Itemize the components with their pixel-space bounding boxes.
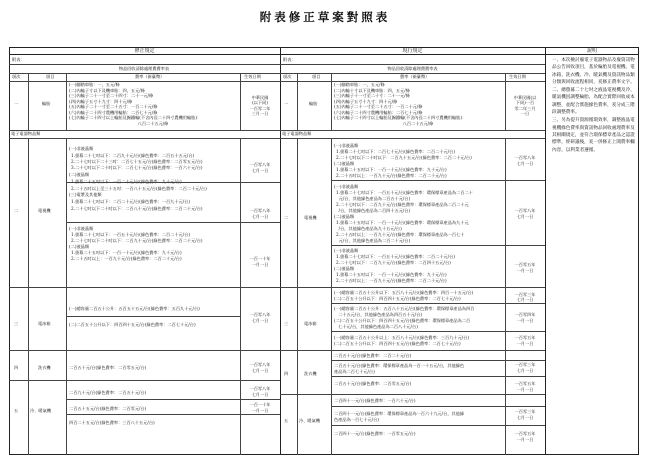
- row-item: 冷、暖氣機: [30, 408, 51, 413]
- annex-label-right: 附表：: [283, 57, 296, 62]
- effective-date: 中華民國(以: [513, 95, 537, 100]
- rate-line: (二)液晶類: [334, 161, 355, 166]
- effective-date: 中華民國: [251, 95, 269, 100]
- row-no: 二: [14, 208, 19, 213]
- rate-line: (一)總容量二百五十公升以上：五百八十元/台(綠色費率：三百九十元/台): [334, 335, 469, 340]
- row-item: 電冰箱: [304, 321, 317, 326]
- rate-line: 二百五十元/台(綠色費率：二百二十元/台): [334, 353, 412, 358]
- section-heading: 電子電器物品類: [11, 131, 41, 136]
- rate-line: (一)非液晶類: [334, 248, 359, 253]
- rate-line: (二)內輪子寸以下及機車胎：四，五元/條: [69, 88, 145, 93]
- effective-date: 三月一日: [251, 111, 269, 116]
- table-title-left: 物品回收清除處理費費率表: [118, 66, 170, 71]
- effective-date: 一月一日: [516, 437, 534, 442]
- row-item: 洗衣機: [304, 371, 317, 376]
- col-header-revised: 修正規定: [9, 47, 280, 55]
- row-no: 三: [284, 321, 289, 326]
- row-no: 四: [284, 371, 289, 376]
- explanation-notes: [552, 57, 636, 155]
- effective-date: 零二年三月: [514, 106, 536, 111]
- rate-line: (一)非液晶類: [334, 143, 359, 148]
- rate-line: 二十五元/台，其他綠色產品為四百五十元/台): [334, 312, 423, 317]
- header-rate-right: 費率（新臺幣）: [400, 74, 430, 79]
- effective-date: 一百零八年: [249, 162, 271, 167]
- rate-line: 2.二十五吋以上：一百九十元/台(綠色費率：二百二十元/台): [336, 173, 447, 178]
- rate-line: 2.二十五吋以上：一百九十元/台(綠色費率：二百二十元/台): [336, 278, 447, 283]
- effective-date: 一日: [520, 111, 530, 116]
- section-heading: 電子電器物品類: [282, 131, 312, 136]
- rate-line: 二百五十元/台(綠色費率：二百零五元/台): [334, 381, 412, 386]
- rate-line: (一)非液晶類: [334, 184, 359, 189]
- row-no: 一: [284, 101, 289, 106]
- effective-date: 一百零八年: [249, 208, 271, 213]
- effective-date: 一百零八年: [249, 312, 271, 317]
- row-no: 五: [284, 418, 289, 423]
- rate-line: 1.螢幕二十七吋以下：二百二十元/台(綠色費率：一百九十元/台): [71, 199, 190, 204]
- rate-line: (二)二百五十公升以下：四百四十五元/台(綠色費率：二百七十元/台): [69, 322, 196, 327]
- row-item: 電視機: [304, 215, 317, 220]
- effective-date: (以下同): [252, 100, 268, 105]
- effective-date: 一月一日: [516, 318, 534, 323]
- rate-line: 產品為二百七十元/台): [334, 369, 375, 374]
- rate-line: (一)總容量二百五十公升：五百八十五元/台(綠色費率：環保標章產品為四百: [334, 306, 475, 311]
- col-header-note: 說明: [545, 47, 639, 55]
- rate-line: (三)內輪子二十一寸至二十四寸：二十一元/條: [69, 93, 154, 98]
- rate-line: 四百二十五元/台(綠色費率：三百八十五元/台): [69, 420, 155, 425]
- rate-line: (五)內輪子二十一寸至二十五寸：一百二十元/條: [334, 104, 423, 109]
- rate-line: 二百四十一元/台(綠色費率：一百六十元/台): [334, 398, 416, 403]
- rate-line: 八百二十五元/條: [137, 121, 169, 126]
- effective-date: 一月一日: [516, 341, 534, 346]
- rate-line: 2.二十七吋以下二十吋以下：二百九十五元/台(綠色費率：二百二十元/台): [336, 155, 472, 160]
- note-item: 二、總螢幕二十七吋之液晶電視機及冷、暖氣機因調整輪胎、為配合實際回收成本調整，並配合實施綠色費率，爰分成三階段調整費率。: [552, 88, 635, 116]
- rate-line: (六)內輪子二十四寸農機用輪胎：二百七十元/條: [334, 110, 423, 115]
- effective-date: 一百一十年: [249, 402, 271, 407]
- rate-line: (一)腳踏車胎：一，五元/條: [334, 82, 385, 87]
- row-item: 洗衣機: [38, 365, 51, 370]
- rate-line: 1.螢幕二十五吋以下：一百一十元/台(綠色費率：九十元/台): [336, 167, 447, 172]
- rate-line: (五)內輪子二十一寸至二十五寸：一百二十元/條: [69, 104, 158, 109]
- rate-line: (一)總容量二百五十公升：五百五十五元/台(綠色費率：五百九十元/台): [69, 306, 200, 311]
- row-no: 二: [284, 215, 289, 220]
- rate-line: 元/台，其他綠色產品為二百二十元/台): [336, 238, 411, 243]
- effective-date: 一百零三年: [514, 362, 536, 367]
- rate-line: 1.螢幕二十七吋以下：一百五十元/台(綠色費率：二百二十元/台): [336, 254, 455, 259]
- row-no: 五: [14, 408, 19, 413]
- rate-line: (三)內輪子十一寸至二十寸：二十一元/條: [334, 93, 410, 98]
- note-item: 三、另為提升資源循環效率，調整液晶電視機綠色費率與資訊物品回收處理費率及其相關規定，並符合環保標章產品之認證標準，經研議後，爰一併修正上開費率欄內容，以利業者遵循。: [552, 118, 635, 153]
- effective-date: 七月一日: [251, 318, 269, 323]
- effective-date: 一百零四年: [514, 312, 536, 317]
- rate-line: 1.螢幕二十七吋以下：一百五十元/台(綠色費率：二百二十元/台): [71, 232, 190, 237]
- rate-line: (四)內輪子五寸十九寸：四十元/條: [334, 99, 398, 104]
- header-no-right: 項次: [283, 74, 292, 79]
- rate-line: (二)液晶類: [334, 266, 355, 271]
- rate-line: (二)二百五十公升以下：四百四十五元/台(綠色費率：二百七十元/台): [334, 341, 461, 346]
- effective-date: 七月一日: [516, 297, 534, 302]
- effective-date: 一百零五年: [514, 381, 536, 386]
- header-item-right: 項目: [312, 74, 321, 79]
- rate-line: 二百四十一元/台(綠色費率：環保標章產品為一百六十九元/台，其他綠: [334, 411, 465, 416]
- rate-line: (一)總容量二百五十公升以下：五百八十元/台(綠色費率：四百一十五元/台): [334, 290, 474, 295]
- rate-line: 七十元/台，其他綠色產品為二百八十元/台): [334, 324, 418, 329]
- rate-line: (三)電漿及其他類: [69, 192, 102, 197]
- header-date-left: 生效日期: [244, 74, 261, 79]
- rate-line: (二)內輪十寸以下及機車胎：四，五元/條: [334, 88, 410, 93]
- divider-right: [545, 47, 546, 455]
- header-item-left: 項目: [46, 74, 55, 79]
- rate-line: (六)內輪子二十四寸農機用輪胎：二百七十元/條: [69, 110, 158, 115]
- rate-line: (一)非液晶類: [69, 226, 94, 231]
- rate-line: /台，其他綠色產品為二百四十五元/台): [336, 208, 411, 213]
- row-item: 電冰箱: [38, 321, 51, 326]
- rate-line: (四)內輪子五寸十九寸：四十元/條: [69, 99, 133, 104]
- rate-line: 3.二十七吋以下二十吋以下：二百七十元/台(綠色費率：一百六十元/台): [71, 165, 203, 170]
- row-no: 三: [14, 321, 19, 326]
- row-item: 輪胎: [309, 101, 318, 106]
- effective-date: 一百零八年: [249, 386, 271, 391]
- rate-line: 二百五十元/台(綠色費率：環保標章產品為一百一十五元/台，其他綠色: [334, 363, 465, 368]
- rate-line: 二百四十一元/台(綠色費率：一百零五元/台): [334, 431, 416, 436]
- rate-line: 1.螢幕二十七吋以下：一百五十元/台(綠色費率：環保標章產品為二百二十: [336, 190, 473, 195]
- col-header-current: 現行規定: [280, 47, 545, 55]
- rate-line: 2.二十七吋以下：二百九十元/台(綠色費率：環保標章產品為二百二十元: [336, 202, 469, 207]
- rate-line: (二)液晶類: [334, 214, 355, 219]
- rate-line: (一)腳踏車胎：一，五元/條: [69, 82, 120, 87]
- effective-date: 一百零八年: [514, 208, 536, 213]
- effective-date: 一百零五年: [514, 335, 536, 340]
- rate-line: 元/台，其他綠色產品為二百五十元/台): [336, 196, 411, 201]
- rate-line: 二百九十元/台(綠色費率：二百五十元/台): [69, 390, 147, 395]
- rate-line: /台，其他綠色產品為九十五元/台): [336, 226, 402, 231]
- effective-date: 一月一日: [251, 262, 269, 267]
- rate-line: (一)非液晶類: [69, 146, 94, 151]
- row-item: 冷、暖氣機: [299, 418, 320, 423]
- rate-line: 2.二十五吋以上：一百九十元/台(綠色費率：環保標章產品為一百七十: [336, 232, 465, 237]
- rate-line: 2.二十七吋以下二十吋以下：二百九十元/台(綠色費率：二百二十元/台): [71, 238, 203, 243]
- effective-date: 七月一日: [251, 368, 269, 373]
- rate-line: (二)二百五十公升以下：四百四十五元/台(綠色費率：環保標章產品為二百: [334, 318, 471, 323]
- header-no-left: 項次: [12, 74, 21, 79]
- rate-line: 色產品為一百七十元/台): [334, 417, 379, 422]
- note-item: 一、本次檢討廢電子電器物品及廢資訊物品公告回收項目，基於輪胎及電視機、電冰箱、洗衣機、冷、暖氣機及資訊物品類分類與回收流程相同，爰修正費率文字。: [552, 58, 635, 85]
- header-rate-left: 費率（新臺幣）: [135, 74, 165, 79]
- rate-line: (二)液晶類: [69, 172, 90, 177]
- effective-date: 一百零三年: [514, 409, 536, 414]
- effective-date: 一月一日: [516, 268, 534, 273]
- effective-date: 一月一日: [516, 387, 534, 392]
- effective-date: 一百零五年: [514, 262, 536, 267]
- effective-date: 一百零三年: [514, 292, 536, 297]
- rate-line: 1.螢幕二十五吋以下：一百一十元/台(綠色費率：環保標章產品為九十元: [336, 220, 469, 225]
- row-no: 四: [14, 365, 19, 370]
- effective-date: 一百零二年: [249, 106, 271, 111]
- rate-line: (二)液晶類: [69, 244, 90, 249]
- effective-date: 一百零八年: [514, 155, 536, 160]
- effective-date: 七月一日: [251, 214, 269, 219]
- rate-line: 八百二十五元/條: [402, 121, 434, 126]
- row-item: 電視機: [38, 208, 51, 213]
- table-title-right: 物品回收清除處理費費率表: [387, 66, 438, 71]
- row-item: 輪胎: [42, 101, 51, 106]
- rate-line: 二百五十元/台(綠色費率：二百零五元/台): [69, 365, 147, 370]
- rate-line: 2.二十七吋以下二十三吋：二百七十五元/台(綠色費率：二百零五元/台): [71, 159, 203, 164]
- effective-date: 一百一十年: [249, 256, 271, 261]
- annex-label-left: 附表：: [12, 57, 25, 62]
- effective-date: 七月一日: [251, 392, 269, 397]
- rate-line: (七)內輪子二十四寸以上輪胎及錫鐵輪(不含內徑二十四寸農機用輪胎)：: [334, 115, 467, 120]
- page-title: 附表修正草案對照表: [259, 10, 391, 24]
- effective-date: 一百零八年: [249, 362, 271, 367]
- effective-date: 七月一日: [516, 161, 534, 166]
- effective-date: 七月一日: [516, 214, 534, 219]
- effective-date: 一月一日: [251, 408, 269, 413]
- row-no: 一: [14, 101, 19, 106]
- rate-line: (二)二百五十公升以下：四百四十五元/台(綠色費率：二百七十元/台): [334, 296, 461, 301]
- effective-date: 七月一日: [251, 168, 269, 173]
- rate-line: 二百五十五元/台(綠色費率：二百零元/台): [69, 406, 147, 411]
- rate-line: 2.二十五吋以上：一百九十元/台(綠色費率：二百二十元/台): [71, 256, 182, 261]
- rate-line: 1.螢幕二十七吋以下：二百九十元/台(綠色費率：二百五十五元/台): [71, 153, 195, 158]
- rate-line: 1.螢幕二十五吋以下：一百一十元/台(綠色費率：九十元/台): [336, 272, 447, 277]
- rate-line: (七)內輪子二十四寸以上輪胎及錫鐵輪(不含內徑二十四寸農機用輪胎)：: [69, 115, 202, 120]
- rate-line: 1.螢幕二十七吋以下：二百七十元/台(綠色費率：二百二十元/台): [336, 149, 455, 154]
- rate-line: 1.螢幕二十五吋以下：一百一十元/台(綠色費率：九十元/台): [71, 250, 182, 255]
- effective-date: 七月一日: [516, 415, 534, 420]
- effective-date: 七月一日: [516, 368, 534, 373]
- rate-line: 1.螢幕二十五吋以下：一百二十元/台(綠色費率：九十元/台): [71, 179, 182, 184]
- header-date-right: 生效日期: [509, 74, 526, 79]
- rate-line: 2.二十七吋以下：二百九十元/台(綠色費率：二百四十五元/台): [336, 260, 451, 265]
- effective-date: 一百零五年: [514, 431, 536, 436]
- effective-date: 下同)一百: [515, 100, 535, 105]
- rate-line: 2.二十七吋以下二十吋以下：二百八十元/台(綠色費率：二百二十元/台): [71, 206, 203, 211]
- rate-line: 2.二十五吋以上至三十五吋：一百八十五元/台(綠色費率：二百二十元/台): [71, 186, 207, 191]
